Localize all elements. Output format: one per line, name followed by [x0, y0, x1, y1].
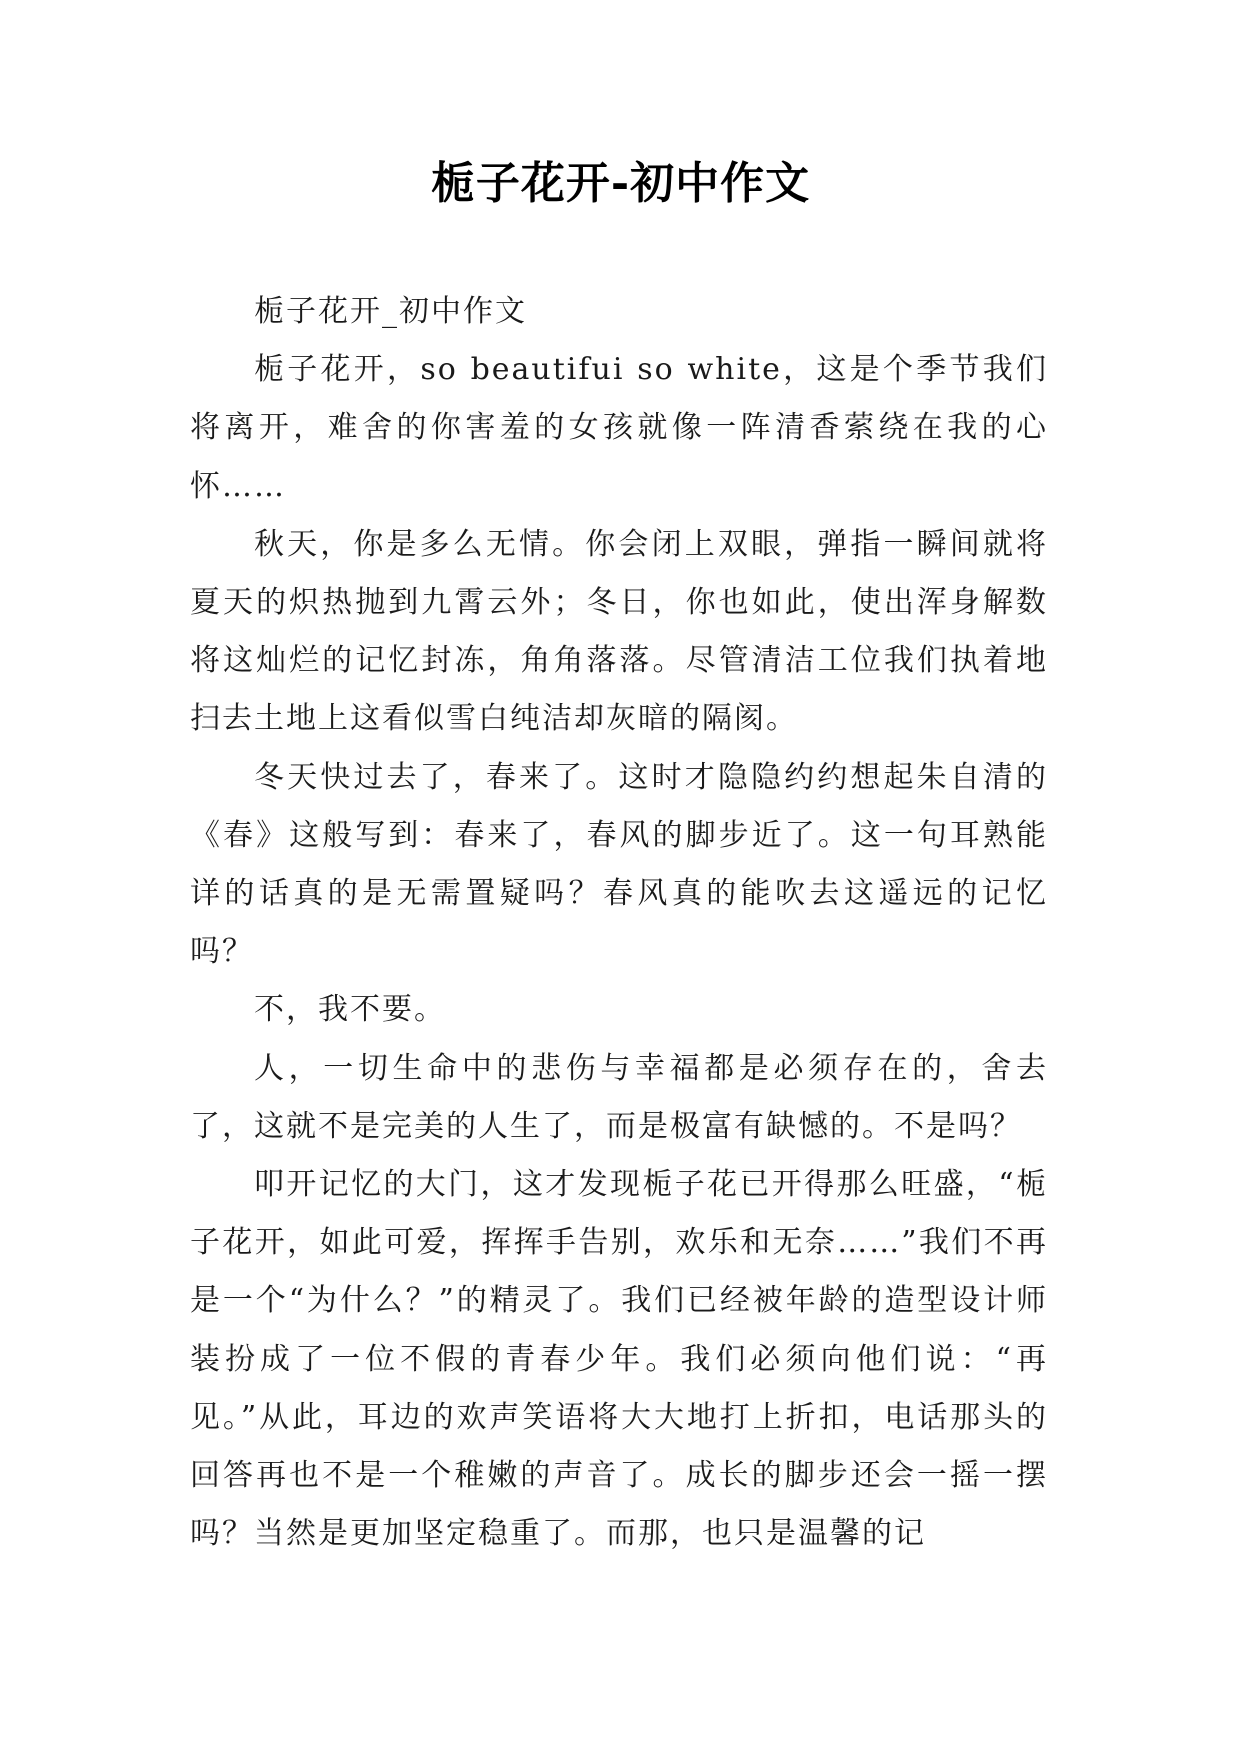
document-title: 栀子花开-初中作文: [430, 158, 811, 209]
paragraph: 叩开记忆的大门，这才发现栀子花已开得那么旺盛，“栀子花开，如此可爱，挥挥手告别，欢乐和无奈……”我们不再是一个“为什么？”的精灵了。我们已经被年龄的造型设计师装扮成了一位不假的青春少年。我们必须向他们说：“再见。”从此，耳边的欢声笑语将大大地打上折扣，电话那头的回答再也不是一个稚嫩的声音了。成长的脚步还会一摇一摆吗？当然是更加坚定稳重了。而那，也只是温馨的记: [190, 1167, 1048, 1552]
paragraph: 人，一切生命中的悲伤与幸福都是必须存在的，舍去了，这就不是完美的人生了，而是极富有缺憾的。不是吗？: [190, 1050, 1048, 1144]
document-body: [190, 283, 1048, 1563]
paragraph: 冬天快过去了，春来了。这时才隐隐约约想起朱自清的《春》这般写到：春来了，春风的脚步近了。这一句耳熟能详的话真的是无需置疑吗？春风真的能吹去这遥远的记忆吗？: [190, 759, 1048, 970]
paragraph: 不，我不要。: [254, 992, 446, 1028]
paragraph: 秋天，你是多么无情。你会闭上双眼，弹指一瞬间就将夏天的炽热抛到九霄云外；冬日，你也如此，使出浑身解数将这灿烂的记忆封冻，角角落落。尽管清洁工位我们执着地扫去土地上这看似雪白纯洁却灰暗的隔阂。: [190, 526, 1048, 737]
paragraph-subtitle: 栀子花开_初中作文: [254, 294, 527, 329]
paragraph: 栀子花开，so beautifui so white，这是个季节我们将离开，难舍的你害羞的女孩就像一阵清香萦绕在我的心怀……: [190, 352, 1048, 504]
